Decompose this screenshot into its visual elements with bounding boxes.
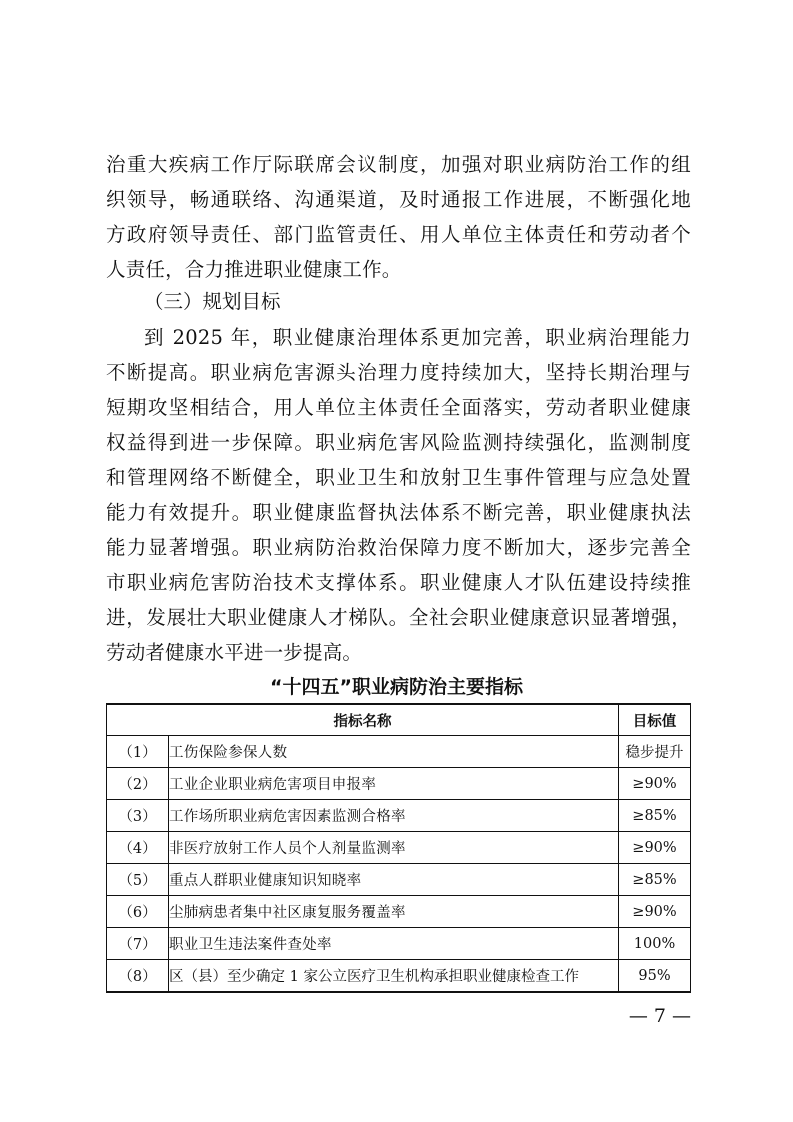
- text-line: 劳动者健康水平进一步提高。: [106, 641, 363, 664]
- row-indicator: 工作场所职业病危害因素监测合格率: [169, 800, 619, 832]
- row-index: （6）: [107, 896, 169, 928]
- table-row: [107, 864, 691, 896]
- text-line: 人责任，合力推进职业健康工作。: [106, 258, 402, 281]
- row-target: 稳步提升: [619, 736, 691, 768]
- table-row: [107, 928, 691, 960]
- row-index: （3）: [107, 800, 169, 832]
- row-indicator: 重点人群职业健康知识知晓率: [169, 864, 619, 896]
- row-index: （5）: [107, 864, 169, 896]
- text-line: 市职业病危害防治技术支撑体系。职业健康人才队伍建设持续推: [106, 571, 691, 594]
- text-line: 进，发展壮大职业健康人才梯队。全社会职业健康意识显著增强，: [106, 606, 691, 629]
- row-target: ≥90%: [619, 768, 691, 800]
- row-indicator: 区（县）至少确定 1 家公立医疗卫生机构承担职业健康检查工作: [169, 960, 619, 993]
- text-line: 方政府领导责任、部门监管责任、用人单位主体责任和劳动者个: [106, 223, 691, 246]
- row-target: ≥85%: [619, 800, 691, 832]
- table-title: “十四五”职业病防治主要指标: [270, 676, 523, 698]
- row-index: （8）: [107, 960, 169, 993]
- row-target: ≥90%: [619, 832, 691, 864]
- row-target: ≥90%: [619, 896, 691, 928]
- row-target: 95%: [619, 960, 691, 993]
- table-row: [107, 896, 691, 928]
- page-number: — 7 —: [628, 1005, 691, 1027]
- header-indicator-name: 指标名称: [107, 704, 619, 736]
- text-line: 权益得到进一步保障。职业病危害风险监测持续强化，监测制度: [106, 431, 691, 454]
- row-target: 100%: [619, 928, 691, 960]
- row-indicator: 尘肺病患者集中社区康复服务覆盖率: [169, 896, 619, 928]
- row-indicator: 工业企业职业病危害项目申报率: [169, 768, 619, 800]
- table-row: [107, 736, 691, 768]
- section-heading: （三）规划目标: [144, 290, 281, 313]
- text-line: 短期攻坚相结合，用人单位主体责任全面落实，劳动者职业健康: [106, 396, 691, 419]
- table-header-row: [107, 704, 691, 736]
- text-line: 织领导，畅通联络、沟通渠道，及时通报工作进展，不断强化地: [106, 188, 691, 211]
- row-index: （2）: [107, 768, 169, 800]
- row-indicator: 非医疗放射工作人员个人剂量监测率: [169, 832, 619, 864]
- metrics-table: [106, 703, 691, 993]
- table-row: [107, 960, 691, 993]
- row-indicator: 工伤保险参保人数: [169, 736, 619, 768]
- row-target: ≥85%: [619, 864, 691, 896]
- row-index: （1）: [107, 736, 169, 768]
- text-line: 不断提高。职业病危害源头治理力度持续加大，坚持长期治理与: [106, 361, 691, 384]
- header-target-value: 目标值: [619, 704, 691, 736]
- text-line: 能力显著增强。职业病防治救治保障力度不断加大，逐步完善全: [106, 536, 691, 559]
- text-line: 治重大疾病工作厅际联席会议制度，加强对职业病防治工作的组: [106, 153, 691, 176]
- row-indicator: 职业卫生违法案件查处率: [169, 928, 619, 960]
- text-line: 到 2025 年，职业健康治理体系更加完善，职业病治理能力: [144, 326, 691, 349]
- table-row: [107, 800, 691, 832]
- table-row: [107, 768, 691, 800]
- table-row: [107, 832, 691, 864]
- row-index: （7）: [107, 928, 169, 960]
- text-line: 和管理网络不断健全，职业卫生和放射卫生事件管理与应急处置: [106, 466, 691, 489]
- row-index: （4）: [107, 832, 169, 864]
- text-line: 能力有效提升。职业健康监督执法体系不断完善，职业健康执法: [106, 501, 691, 524]
